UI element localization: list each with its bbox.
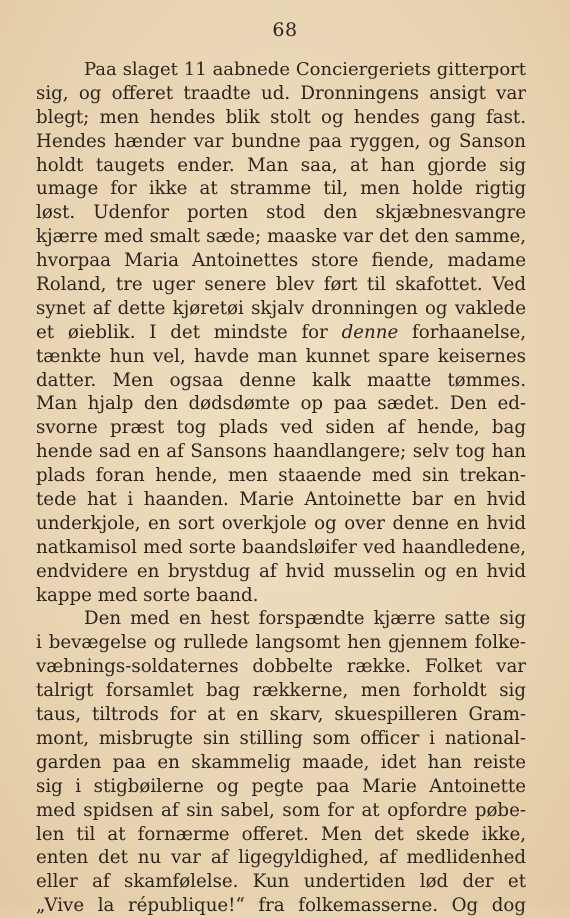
text-line: tænkte hun vel, havde man kunnet spare keisernes — [36, 345, 526, 367]
text-line: tede hat i haanden. Marie Antoinette bar en hvid — [36, 489, 526, 511]
text-line: taus, tiltrods for at en skarv, skuespilleren Gram- — [36, 704, 526, 726]
text-line: mont, misbrugte sin stilling som officer i national- — [36, 727, 526, 749]
emphasis-text: denne — [341, 321, 399, 343]
text-line: len til at fornærme offeret. Men det skede ikke, — [36, 823, 526, 845]
text-line: Roland, tre uger senere blev ført til skafottet. Ved — [36, 274, 526, 296]
text-line: garden paa en skammelig maade, idet han reiste — [36, 751, 526, 773]
text-line: med spidsen af sin sabel, som for at opfordre pøbe- — [36, 799, 526, 821]
text-line: blegt; men hendes blik stolt og hendes gang fast. — [36, 106, 526, 128]
text-line: umage for ikke at stramme til, men holde rigtig — [36, 178, 526, 200]
text-line: væbnings-soldaternes dobbelte række. Folket var — [36, 656, 526, 678]
text-line: underkjole, en sort overkjole og over denne en hvid — [36, 512, 526, 534]
text-line: synet af dette kjøretøi skjalv dronningen og vaklede — [36, 297, 526, 319]
text-line: „Vive la république!“ fra folkemasserne. Og dog — [36, 895, 526, 917]
text-line: Paa slaget 11 aabnede Conciergeriets gitterport — [84, 59, 526, 80]
text-line: enten det nu var af ligegyldighed, af medlidenhed — [36, 847, 526, 869]
text-line: hvorpaa Maria Antoinettes store fiende, madame — [36, 250, 526, 272]
text-line: Den med en hest forspændte kjærre satte sig — [84, 608, 526, 630]
text-line: plads foran hende, men staaende med sin trekan- — [36, 465, 526, 487]
text-line: endvidere en brystdug af hvid musselin og en hvid — [36, 560, 526, 582]
page-number: 68 — [272, 19, 298, 41]
text-line: sig, og offeret traadte ud. Dronningens ansigt var — [36, 82, 526, 104]
body-text — [36, 58, 526, 918]
text-line: holdt taugets ender. Man saa, at han gjorde sig — [36, 154, 526, 176]
text-line: talrigt forsamlet bag rækkerne, men forholdt sig — [36, 680, 526, 702]
text-line: hende sad en af Sansons haandlangere; selv tog han — [36, 441, 526, 463]
text-line: eller af skamfølelse. Kun undertiden lød der et — [36, 871, 526, 893]
text-line: kappe med sorte baand. — [36, 584, 259, 606]
text-line: sig i stigbøilerne og pegte paa Marie Antoinette — [36, 775, 526, 797]
text-line: svorne præst tog plads ved siden af hende, bag — [36, 417, 526, 439]
text-line: natkamisol med sorte baandsløifer ved haandledene, — [36, 536, 526, 558]
text-line: et øieblik. I det mindste for denne forhaanelse, — [36, 321, 526, 343]
text-line: Man hjalp den dødsdømte op paa sædet. Den ed- — [36, 393, 526, 415]
text-line: Hendes hænder var bundne paa ryggen, og Sanson — [36, 130, 526, 152]
text-line: i bevægelse og rullede langsomt hen gjennem folke- — [36, 632, 526, 654]
text-line: løst. Udenfor porten stod den skjæbnesvangre — [36, 202, 526, 224]
text-line: datter. Men ogsaa denne kalk maatte tømmes. — [36, 369, 526, 391]
text-line: kjærre med smalt sæde; maaske var det den samme, — [36, 226, 526, 248]
